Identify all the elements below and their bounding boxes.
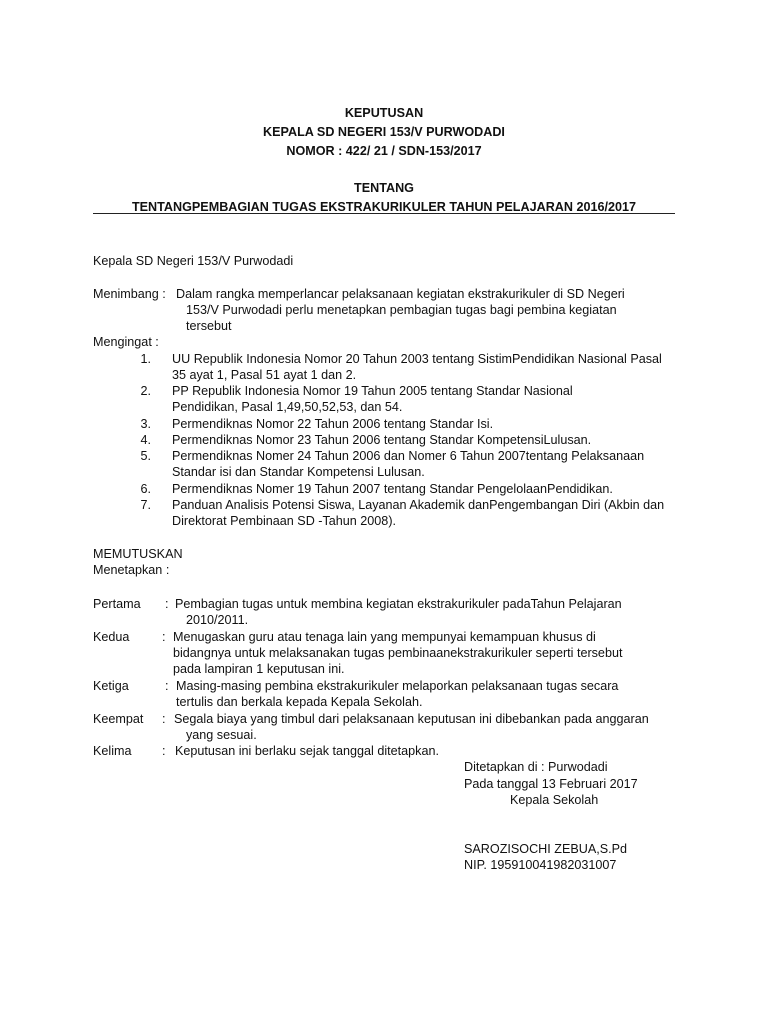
mengingat-item-number: 1. <box>140 352 151 366</box>
decision-label: Ketiga <box>93 679 129 693</box>
memutuskan-heading: MEMUTUSKAN <box>93 547 183 561</box>
decision-text: 2010/2011. <box>186 613 249 627</box>
mengingat-item-text: Permendiknas Nomor 23 Tahun 2006 tentang Standar KompetensiLulusan. <box>172 433 592 447</box>
menimbang-label: Menimbang : <box>93 287 166 301</box>
decision-text: Menugaskan guru atau tenaga lain yang mempunyai kemampuan khusus di <box>173 630 596 644</box>
mengingat-item-number: 3. <box>140 417 151 431</box>
decision-colon: : <box>165 679 169 693</box>
intro-line: Kepala SD Negeri 153/V Purwodadi <box>93 254 294 268</box>
signature-nip: NIP. 195910041982031007 <box>464 858 617 872</box>
header-institution: KEPALA SD NEGERI 153/V PURWODADI <box>263 125 505 139</box>
menimbang-text-2: 153/V Purwodadi perlu menetapkan pembagian tugas bagi pembina kegiatan <box>186 303 617 317</box>
header-divider <box>93 213 675 214</box>
decision-text: Keputusan ini berlaku sejak tanggal ditetapkan. <box>175 744 439 758</box>
menimbang-text-1: Dalam rangka memperlancar pelaksanaan kegiatan ekstrakurikuler di SD Negeri <box>176 287 625 301</box>
mengingat-item-text: Direktorat Pembinaan SD -Tahun 2008). <box>172 514 397 528</box>
mengingat-item-number: 4. <box>140 433 151 447</box>
signature-date: Pada tanggal 13 Februari 2017 <box>464 777 638 791</box>
signature-place: Ditetapkan di : Purwodadi <box>464 760 608 774</box>
mengingat-item-number: 6. <box>140 482 151 496</box>
mengingat-item-number: 5. <box>140 449 151 463</box>
menimbang-text-3: tersebut <box>186 319 232 333</box>
decision-colon: : <box>165 597 169 611</box>
decision-label: Kedua <box>93 630 130 644</box>
decision-text: Pembagian tugas untuk membina kegiatan ekstrakurikuler padaTahun Pelajaran <box>175 597 622 611</box>
header-title: KEPUTUSAN <box>344 106 424 120</box>
signature-name: SAROZISOCHI ZEBUA,S.Pd <box>464 842 628 856</box>
mengingat-item-number: 2. <box>140 384 151 398</box>
decision-colon: : <box>162 744 166 758</box>
decision-label: Pertama <box>93 597 141 611</box>
mengingat-item-text: Permendiknas Nomer 24 Tahun 2006 dan Nomer 6 Tahun 2007tentang Pelaksanaan <box>172 449 645 463</box>
decision-label: Keempat <box>93 712 144 726</box>
mengingat-item-text: Permendiknas Nomer 19 Tahun 2007 tentang Standar PengelolaanPendidikan. <box>172 482 613 496</box>
decision-text: Segala biaya yang timbul dari pelaksanaan keputusan ini dibebankan pada anggaran <box>174 712 649 726</box>
decision-text: tertulis dan berkala kepada Kepala Sekolah. <box>176 695 423 709</box>
decision-text: pada lampiran 1 keputusan ini. <box>173 662 345 676</box>
mengingat-label: Mengingat : <box>93 335 159 349</box>
decision-label: Kelima <box>93 744 132 758</box>
mengingat-item-text: Panduan Analisis Potensi Siswa, Layanan Akademik danPengembangan Diri (Akbin dan <box>172 498 665 512</box>
mengingat-item-text: Pendidikan, Pasal 1,49,50,52,53, dan 54. <box>172 400 403 414</box>
header-subject: TENTANGPEMBAGIAN TUGAS EKSTRAKURIKULER TAHUN PELAJARAN 2016/2017 <box>131 200 637 214</box>
header-number: NOMOR : 422/ 21 / SDN-153/2017 <box>286 144 482 158</box>
mengingat-item-text: 35 ayat 1, Pasal 51 ayat 1 dan 2. <box>172 368 357 382</box>
decision-colon: : <box>162 712 166 726</box>
decision-colon: : <box>162 630 166 644</box>
header-tentang: TENTANG <box>354 181 414 195</box>
decision-text: Masing-masing pembina ekstrakurikuler melaporkan pelaksanaan tugas secara <box>176 679 619 693</box>
menetapkan-label: Menetapkan : <box>93 563 170 577</box>
mengingat-item-text: UU Republik Indonesia Nomor 20 Tahun 2003 tentang SistimPendidikan Nasional Pasal <box>172 352 662 366</box>
mengingat-item-text: Permendiknas Nomor 22 Tahun 2006 tentang Standar Isi. <box>172 417 494 431</box>
decision-text: bidangnya untuk melaksanakan tugas pembinaanekstrakurikuler seperti tersebut <box>173 646 623 660</box>
mengingat-item-number: 7. <box>140 498 151 512</box>
mengingat-item-text: PP Republik Indonesia Nomor 19 Tahun 2005 tentang Standar Nasional <box>172 384 573 398</box>
decision-text: yang sesuai. <box>186 728 257 742</box>
mengingat-item-text: Standar isi dan Standar Kompetensi Lulusan. <box>172 465 425 479</box>
signature-title: Kepala Sekolah <box>510 793 599 807</box>
